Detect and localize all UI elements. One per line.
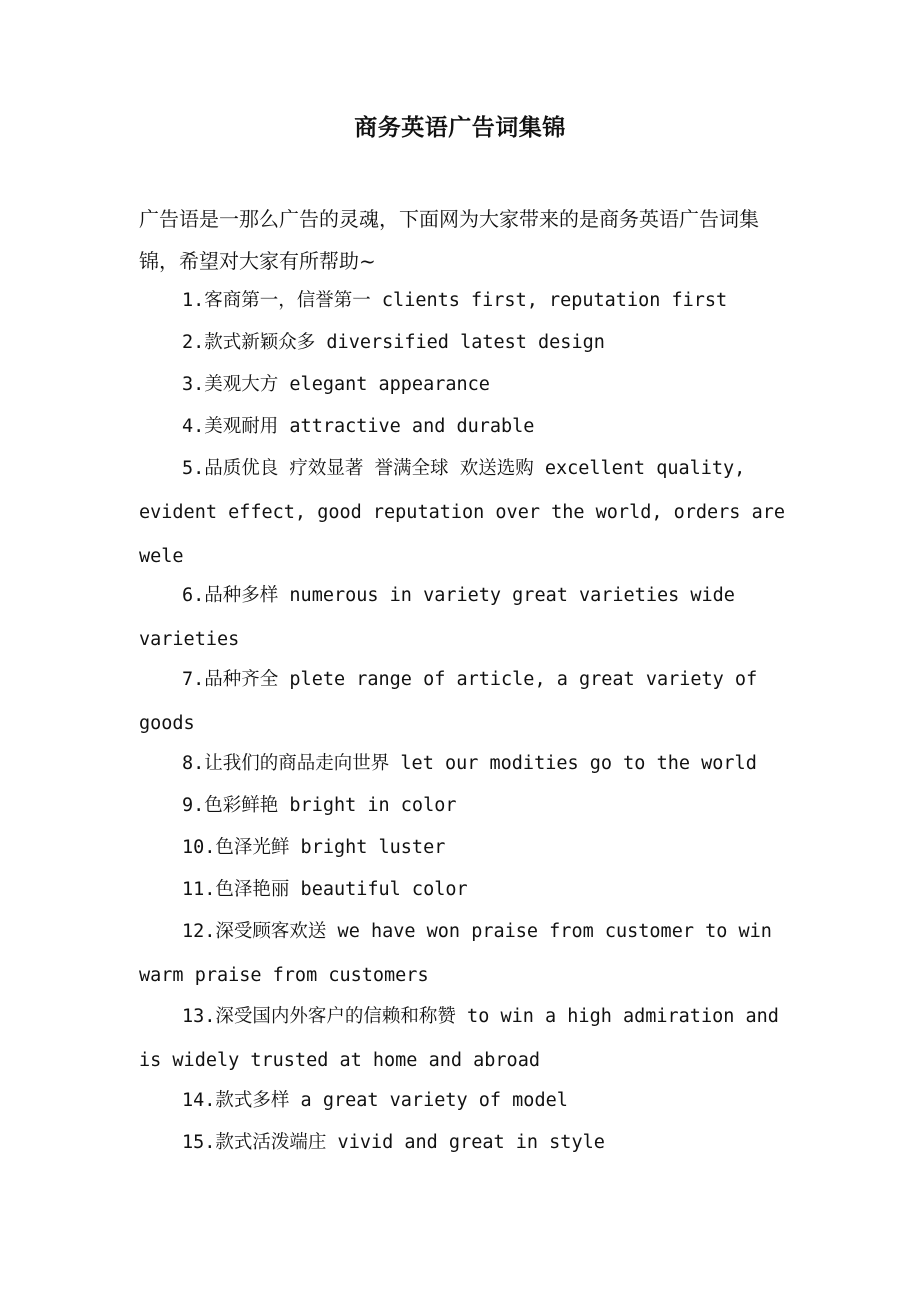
intro-paragraph: 广告语是一那么广告的灵魂，下面网为大家带来的是商务英语广告词集锦，希望对大家有所帮助~ [139, 207, 759, 273]
list-item: 14.款式多样 a great variety of model [182, 1090, 568, 1111]
document-title: 商务英语广告词集锦 [354, 114, 566, 141]
list-item: 8.让我们的商品走向世界 let our modities go to the world [182, 753, 757, 774]
list-item: 13.深受国内外客户的信赖和称赞 to win a high admiration and is widely trusted at home and abroad [139, 1006, 779, 1071]
list-item: 5.品质优良 疗效显著 誉满全球 欢送选购 excellent quality, evident effect, good reputation over the world, orders are wele [139, 458, 786, 567]
list-item: 11.色泽艳丽 beautiful color [182, 879, 468, 900]
list-item: 7.品种齐全 plete range of article, a great variety of goods [139, 669, 758, 734]
list-item: 10.色泽光鲜 bright luster [182, 837, 446, 858]
list-item: 12.深受顾客欢送 we have won praise from customer to win warm praise from customers [139, 921, 772, 986]
list-item: 4.美观耐用 attractive and durable [182, 416, 535, 437]
list-item: 2.款式新颖众多 diversified latest design [182, 332, 605, 353]
list-item: 3.美观大方 elegant appearance [182, 374, 490, 395]
list-item: 6.品种多样 numerous in variety great varieties wide varieties [139, 585, 735, 650]
list-item: 15.款式活泼端庄 vivid and great in style [182, 1132, 605, 1153]
list-item: 1.客商第一，信誉第一 clients first, reputation first [182, 290, 728, 311]
list-item: 9.色彩鲜艳 bright in color [182, 795, 457, 816]
